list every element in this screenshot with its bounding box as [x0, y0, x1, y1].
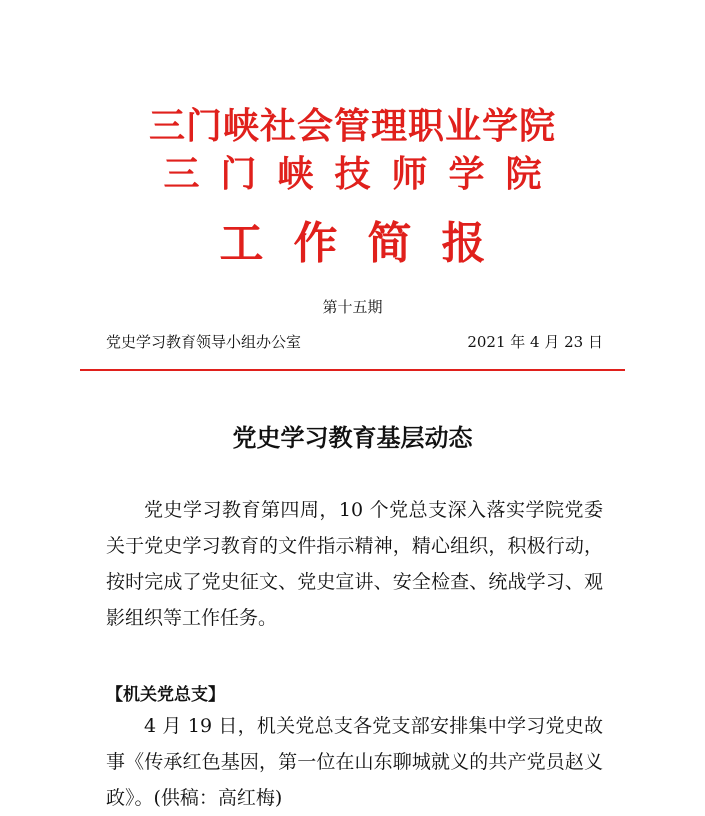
issue-date: 2021 年 4 月 23 日 [467, 333, 603, 351]
masthead-technician-college-name: 三门峡技师学院 [163, 153, 563, 195]
masthead-college-name: 三门峡社会管理职业学院 [148, 105, 556, 147]
article-title: 党史学习教育基层动态 [232, 423, 473, 452]
meta-row [106, 331, 603, 352]
section-heading: 【机关党总支】 [106, 685, 225, 705]
intro-paragraph: 党史学习教育第四周，10 个党总支深入落实学院党委关于党史学习教育的文件指示精神，精心组织，积极行动，按时完成了党史征文、党史宣讲、安全检查、统战学习、观影组织等工作任务。 [106, 499, 603, 629]
masthead-bulletin-title: 工作简报 [219, 218, 516, 269]
issue-number: 第十五期 [322, 298, 383, 316]
issuing-office: 党史学习教育领导小组办公室 [106, 333, 302, 351]
red-divider [80, 369, 625, 371]
section-body-paragraph: 4 月 19 日，机关党总支各党支部安排集中学习党史故事《传承红色基因，第一位在山东聊城就义的共产党员赵义政》。(供稿：高红梅) [106, 715, 603, 809]
